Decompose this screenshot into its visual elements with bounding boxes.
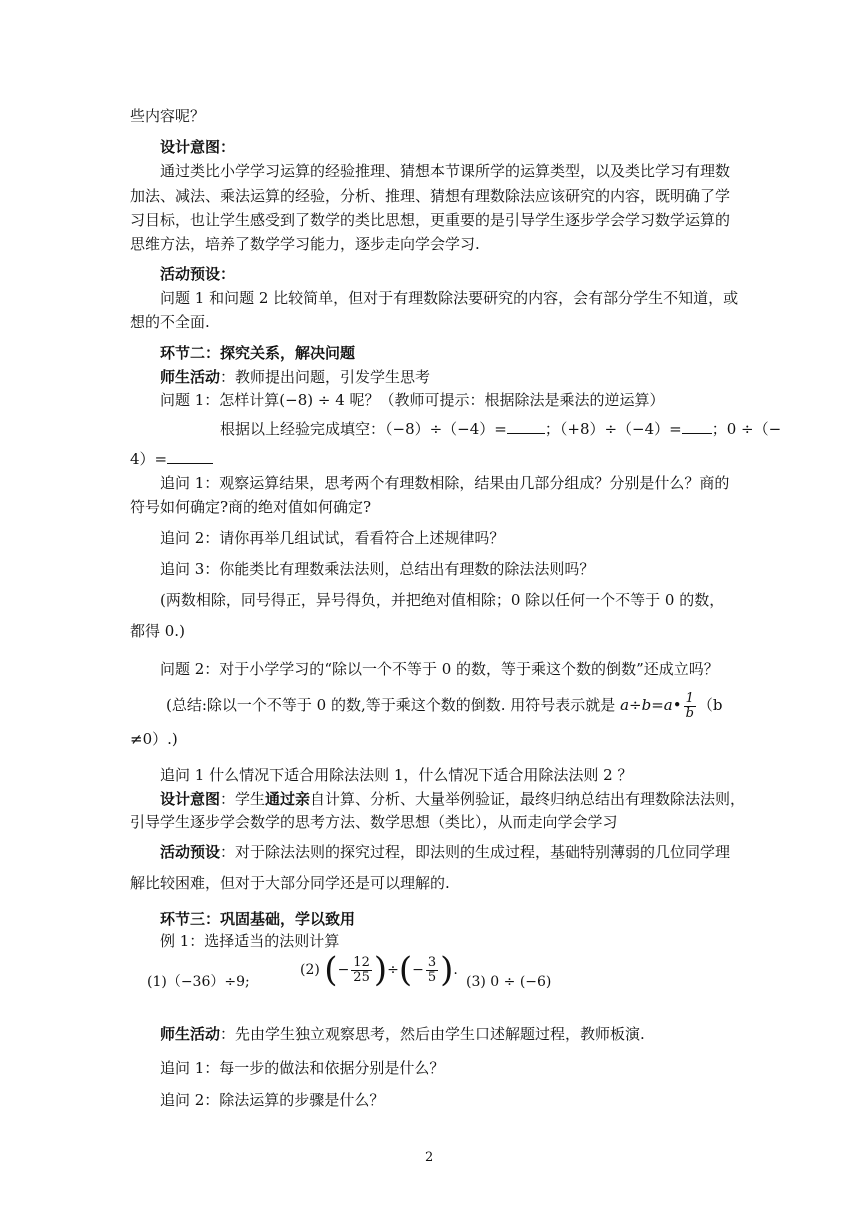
text-line: 思维方法，培养了数学学习能力，逐步走向学会学习. xyxy=(130,235,480,253)
text-line: 引导学生逐步学会数学的思考方法、数学思想（类比），从而走向学会学习 xyxy=(130,813,618,831)
fraction xyxy=(684,692,696,721)
section-heading: 活动预设： xyxy=(160,265,236,283)
text-line xyxy=(160,1024,645,1044)
text-line: 追问 3：你能类比有理数乘法法则，总结出有理数的除法法则吗？ xyxy=(160,560,595,578)
text-line: 都得 0.) xyxy=(130,622,185,640)
text-span: ：先由学生独立观察思考，然后由学生口述解题过程，教师板演. xyxy=(220,1025,645,1043)
section-heading: 环节三：巩固基础，学以致用 xyxy=(160,910,356,928)
text-span: ；（+8）÷（−4）= xyxy=(544,420,682,438)
text-line: (两数相除，同号得正，异号得负，并把绝对值相除；0 除以任何一个不等于 0 的数， xyxy=(160,591,725,609)
example-item-3: (3) 0 ÷ (−6) xyxy=(466,974,552,990)
text-span: (2) xyxy=(300,962,320,978)
text-line: 解比较困难，但对于大部分同学还是可以理解的. xyxy=(130,874,450,892)
text-span: ：教师提出问题，引发学生思考 xyxy=(220,368,431,386)
section-heading: 环节二：探究关系，解决问题 xyxy=(160,344,356,362)
text-line: 符号如何确定?商的绝对值如何确定? xyxy=(130,498,372,516)
text-line: 想的不全面. xyxy=(130,313,210,331)
text-span-bold: 通过亲 xyxy=(265,790,311,808)
fraction-denominator: b xyxy=(685,705,694,721)
text-span: ：对于除法法则的探究过程，即法则的生成过程，基础特别薄弱的几位同学理 xyxy=(220,843,731,861)
text-line: 追问 2：除法运算的步骤是什么？ xyxy=(160,1091,385,1109)
text-line: 些内容呢？ xyxy=(130,107,206,125)
text-line: 通过类比小学学习运算的经验推理、猜想本节课所学的运算类型，以及类比学习有理数 xyxy=(160,162,731,180)
text-line: ≠0）.) xyxy=(130,730,178,748)
text-span: 根据以上经验完成填空：（−8）÷（−4）= xyxy=(220,420,507,438)
text-line: 习目标，也让学生感受到了数学的类比思想，更重要的是引导学生逐步学会学习数学运算的 xyxy=(130,211,731,229)
fraction-numerator: 1 xyxy=(684,692,696,707)
text-line: 问题 1 和问题 2 比较简单，但对于有理数除法要研究的内容，会有部分学生不知道，或 xyxy=(160,289,739,307)
example-item-1: (1)（−36）÷9; xyxy=(147,974,250,990)
text-line: 问题 1：怎样计算(−8) ÷ 4 呢？（教师可提示：根据除法是乘法的逆运算） xyxy=(160,391,665,409)
blank-field xyxy=(507,419,545,434)
label-bold: 设计意图 xyxy=(160,790,221,808)
label-bold: 活动预设 xyxy=(160,843,221,861)
fill-in-line xyxy=(220,419,781,439)
text-line xyxy=(160,842,730,862)
fill-in-line xyxy=(130,449,213,469)
text-line: 追问 1 什么情况下适合用除法法则 1，什么情况下适合用除法法则 2 ？ xyxy=(160,766,633,784)
fraction-denominator: 25 xyxy=(353,969,370,985)
text-line xyxy=(160,789,745,809)
fraction-numerator: 12 xyxy=(353,954,370,970)
text-span: 4）= xyxy=(130,450,168,468)
blank-field xyxy=(682,419,712,434)
text-span: (总结:除以一个不等于 0 的数,等于乘这个数的倒数. 用符号表示就是 xyxy=(166,696,616,714)
blank-field xyxy=(167,449,213,464)
text-line: 加法、减法、乘法运算的经验，分析、推理、猜想有理数除法应该研究的内容，既明确了学 xyxy=(130,187,731,205)
text-line: 追问 1：每一步的做法和依据分别是什么？ xyxy=(160,1059,445,1077)
paren-right: ) xyxy=(440,950,454,990)
text-line: 问题 2：对于小学学习的“除以一个不等于 0 的数，等于乘这个数的倒数”还成立吗？ xyxy=(160,660,719,678)
fraction-numerator: 3 xyxy=(427,954,437,970)
paren-left: ( xyxy=(398,950,413,990)
label-bold: 师生活动 xyxy=(160,1025,221,1043)
text-span: （b xyxy=(697,696,723,714)
page-number: 2 xyxy=(425,1150,434,1165)
example-item-2: (2) (− $\frac{12}{25}$ )÷(− $\frac{3}{5}$ ). xyxy=(300,950,458,990)
formula-line xyxy=(166,688,723,722)
fraction xyxy=(426,956,438,985)
text-line: 追问 1：观察运算结果，思考两个有理数相除，结果由几部分组成？分别是什么？商的 xyxy=(160,474,730,492)
paren-right: ) xyxy=(373,950,388,990)
text-span: ：学生 xyxy=(220,790,266,808)
fraction xyxy=(351,956,372,985)
text-span: ；0 ÷（− xyxy=(711,420,782,438)
fraction-denominator: 5 xyxy=(427,969,437,985)
text-line xyxy=(160,367,430,387)
text-line: 例 1：选择适当的法则计算 xyxy=(160,932,340,950)
label-bold: 师生活动 xyxy=(160,368,221,386)
paren-left: ( xyxy=(324,950,338,990)
text-span: 自计算、分析、大量举例验证，最终归纳总结出有理数除法法则， xyxy=(310,790,746,808)
text-line: 追问 2：请你再举几组试试，看看符合上述规律吗？ xyxy=(160,529,505,547)
math-expression: a÷b=a• xyxy=(620,696,682,714)
section-heading: 设计意图： xyxy=(160,138,236,156)
